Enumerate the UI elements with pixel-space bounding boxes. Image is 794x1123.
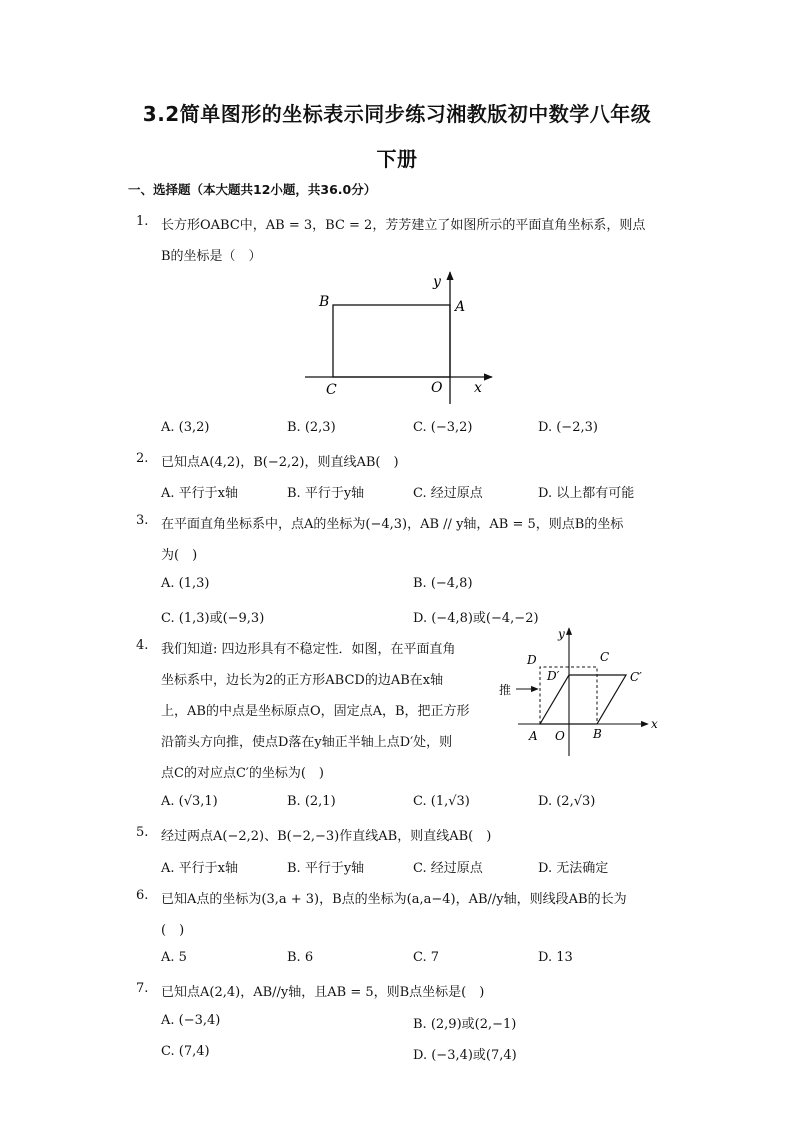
option-a[interactable]: A. (1,3) — [161, 576, 210, 591]
option-d[interactable]: D. (−2,3) — [538, 420, 598, 435]
section-heading: 一、选择题（本大题共12小题，共36.0分） — [128, 182, 377, 197]
option-b[interactable]: B. 6 — [287, 950, 314, 965]
label-x: x — [651, 717, 658, 731]
option-d[interactable]: D. (−4,8)或(−4,−2) — [413, 611, 539, 626]
question-text-line: 点C的对应点C′的坐标为( ) — [161, 766, 324, 781]
question-text-line: 在平面直角坐标系中，点A的坐标为(−4,3)，AB // y轴，AB = 5，则点B的坐标 — [161, 517, 624, 532]
option-d[interactable]: D. 无法确定 — [538, 861, 609, 876]
question-text-line: 已知A点的坐标为(3,a + 3)，B点的坐标为(a,a−4)，AB//y轴，则线段AB的长为 — [161, 892, 627, 907]
question-text-line: ( ) — [161, 923, 185, 938]
page-title-line2: 下册 — [376, 147, 418, 171]
label-O: O — [431, 380, 443, 396]
option-d[interactable]: D. 以上都有可能 — [538, 486, 635, 501]
label-C: C — [600, 650, 610, 664]
option-b[interactable]: B. (−4,8) — [413, 576, 473, 591]
question-number: 6. — [136, 888, 149, 903]
question-text-line: 已知点A(4,2)，B(−2,2)，则直线AB( ) — [161, 455, 399, 470]
option-d[interactable]: D. (−3,4)或(7,4) — [413, 1048, 517, 1063]
question-text-line: 为( ) — [161, 548, 198, 563]
question-text-line: 已知点A(2,4)，AB//y轴，且AB = 5，则B点坐标是( ) — [161, 985, 485, 1000]
page-title-line1: 3.2简单图形的坐标表示同步练习湘教版初中数学八年级 — [142, 102, 652, 126]
question-number: 5. — [136, 825, 149, 840]
option-a[interactable]: A. (−3,4) — [161, 1013, 221, 1028]
option-d[interactable]: D. 13 — [538, 950, 573, 965]
question-text-line: 上，AB的中点是坐标原点O，固定点A，B，把正方形 — [161, 704, 470, 719]
option-a[interactable]: A. (√3,1) — [161, 794, 218, 809]
label-A: A — [529, 729, 538, 743]
option-c[interactable]: C. 经过原点 — [413, 486, 483, 501]
option-a[interactable]: A. (3,2) — [161, 420, 210, 435]
option-c[interactable]: C. (−3,2) — [413, 420, 473, 435]
question-text-line: 长方形OABC中，AB = 3，BC = 2，芳芳建立了如图所示的平面直角坐标系，则点 — [161, 218, 646, 233]
option-c[interactable]: C. (1,√3) — [413, 794, 470, 809]
label-D: D — [527, 653, 537, 667]
option-c[interactable]: C. 经过原点 — [413, 861, 483, 876]
label-D-prime: D′ — [547, 669, 560, 683]
label-O: O — [555, 729, 565, 743]
option-c[interactable]: C. 7 — [413, 950, 440, 965]
question-text-line: 经过两点A(−2,2)、B(−2,−3)作直线AB，则直线AB( ) — [161, 829, 492, 844]
option-d[interactable]: D. (2,√3) — [538, 794, 596, 809]
question-number: 3. — [136, 513, 149, 528]
option-b[interactable]: B. 平行于y轴 — [287, 861, 365, 876]
option-c[interactable]: C. (1,3)或(−9,3) — [161, 611, 265, 626]
label-C-prime: C′ — [630, 670, 642, 684]
label-A: A — [455, 299, 466, 315]
question-text-line: 我们知道: 四边形具有不稳定性．如图，在平面直角 — [161, 642, 456, 657]
question-text-line: 坐标系中，边长为2的正方形ABCD的边AB在x轴 — [161, 673, 444, 688]
option-b[interactable]: B. 平行于y轴 — [287, 486, 365, 501]
label-x: x — [474, 380, 482, 396]
option-a[interactable]: A. 平行于x轴 — [161, 861, 238, 876]
label-B: B — [593, 727, 602, 741]
question-number: 4. — [136, 638, 149, 653]
rectangle-OABC — [333, 305, 450, 377]
question-number: 2. — [136, 451, 149, 466]
option-b[interactable]: B. (2,9)或(2,−1) — [413, 1017, 517, 1032]
question-number: 7. — [136, 981, 149, 996]
question-text-line: 沿箭头方向推，使点D落在y轴正半轴上点D′处，则 — [161, 735, 453, 750]
label-push: 推 — [499, 683, 512, 697]
label-y: y — [433, 274, 441, 290]
question-text-line: B的坐标是（ ） — [161, 249, 262, 264]
label-C: C — [326, 382, 337, 398]
label-y: y — [558, 627, 565, 641]
option-c[interactable]: C. (7,4) — [161, 1044, 210, 1059]
label-B: B — [319, 294, 330, 310]
option-b[interactable]: B. (2,1) — [287, 794, 336, 809]
question-number: 1. — [136, 214, 149, 229]
option-a[interactable]: A. 平行于x轴 — [161, 486, 238, 501]
option-b[interactable]: B. (2,3) — [287, 420, 336, 435]
rectangle-coordinate-figure — [300, 268, 500, 408]
square-push-figure — [496, 623, 666, 758]
option-a[interactable]: A. 5 — [161, 950, 187, 965]
